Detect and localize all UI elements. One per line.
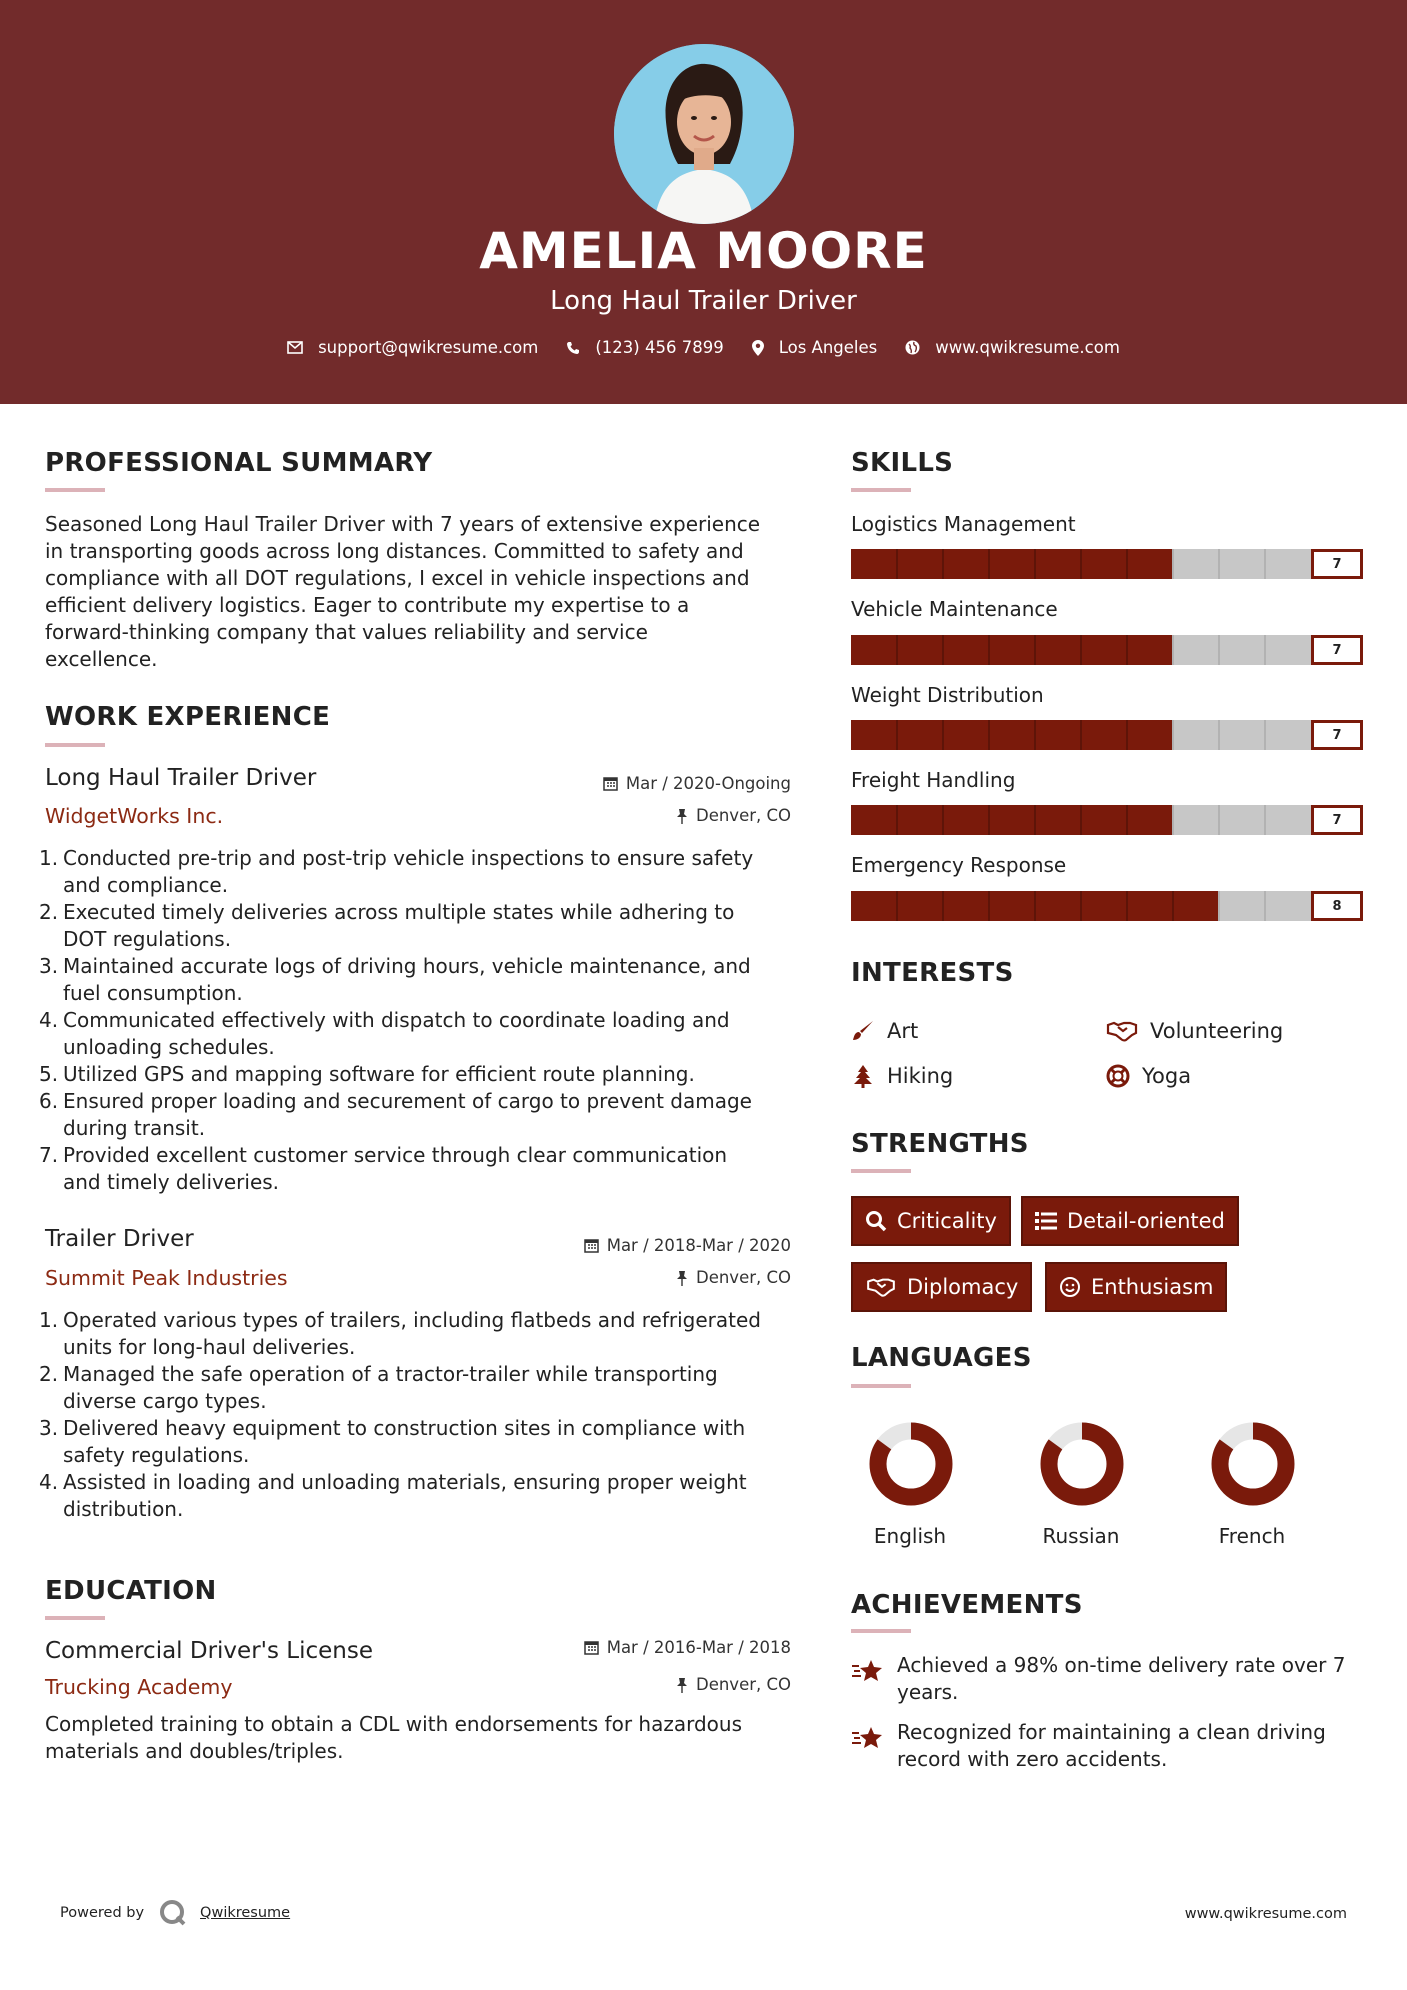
duty-item: 1. Conducted pre-trip and post-trip vehicle inspections to ensure safety and compliance. xyxy=(39,846,754,897)
contact-website[interactable] xyxy=(905,338,1120,357)
skill-bar-divider xyxy=(1218,720,1220,750)
search-icon xyxy=(865,1210,887,1232)
pushpin-icon xyxy=(676,1677,688,1693)
skill-bar-divider xyxy=(1172,891,1174,921)
duty-line: Communicated effectively with dispatch to coordinate loading and xyxy=(63,1008,730,1032)
summary-text xyxy=(45,511,795,673)
achievement-line: Achieved a 98% on-time delivery rate over 7 xyxy=(897,1653,1346,1677)
duty-item: 2. Managed the safe operation of a tractor-trailer while transporting diverse cargo types. xyxy=(39,1362,718,1413)
duty-line: Executed timely deliveries across multiple states while adhering to xyxy=(63,900,735,924)
job-location-text: Denver, CO xyxy=(695,1268,791,1287)
duty-line: Utilized GPS and mapping software for efficient route planning. xyxy=(63,1062,695,1086)
phone-icon xyxy=(566,341,580,355)
skill-bar xyxy=(851,549,1363,579)
skill-label: Emergency Response xyxy=(851,853,1067,877)
duty-line: and timely deliveries. xyxy=(63,1170,280,1194)
skill-bar-divider xyxy=(1034,720,1036,750)
skill-bar-divider xyxy=(988,549,990,579)
strengths-underline xyxy=(851,1169,911,1173)
job-location-text: Denver, CO xyxy=(695,806,791,825)
achievement-text xyxy=(897,1652,1346,1706)
duty-line: safety regulations. xyxy=(63,1443,250,1467)
skill-label: Logistics Management xyxy=(851,512,1076,536)
skill-bar-divider xyxy=(1218,805,1220,835)
duty-line: Assisted in loading and unloading materials, ensuring proper weight xyxy=(63,1470,747,1494)
job-dates-text: Mar / 2018-Mar / 2020 xyxy=(606,1236,791,1255)
skill-bar-divider xyxy=(896,549,898,579)
duty-line: Ensured proper loading and securement of cargo to prevent damage xyxy=(63,1089,752,1113)
education-dates-text: Mar / 2016-Mar / 2018 xyxy=(606,1638,791,1657)
summary-underline xyxy=(45,488,105,492)
skill-bar-divider xyxy=(1034,891,1036,921)
star-badge-icon xyxy=(851,1725,885,1751)
skill-bar-divider xyxy=(1264,805,1266,835)
skill-score: 7 xyxy=(1311,720,1363,750)
interest-item xyxy=(851,1064,953,1088)
skill-bar-divider xyxy=(1218,891,1220,921)
skill-bar-divider xyxy=(942,805,944,835)
education-underline xyxy=(45,1616,105,1620)
resume-header xyxy=(0,0,1407,404)
achievement-line: record with zero accidents. xyxy=(897,1747,1168,1771)
skill-bar-divider xyxy=(988,891,990,921)
skill-bar-divider xyxy=(1080,549,1082,579)
skill-bar-divider xyxy=(1264,635,1266,665)
duty-line: DOT regulations. xyxy=(63,927,232,951)
duty-item: 3. Delivered heavy equipment to construction sites in compliance with safety regulations. xyxy=(39,1416,746,1467)
job-duties-list xyxy=(39,1307,805,1523)
footer-powered-by xyxy=(60,1898,290,1928)
skill-bar-divider xyxy=(1034,549,1036,579)
smile-icon xyxy=(1059,1276,1081,1298)
pushpin-icon xyxy=(676,1270,688,1286)
job-dates xyxy=(500,774,791,793)
skill-score: 8 xyxy=(1311,891,1363,921)
job-dates-text: Mar / 2020-Ongoing xyxy=(625,774,791,793)
duty-item: 4. Communicated effectively with dispatch to coordinate loading and unloading schedules. xyxy=(39,1008,730,1059)
language-label: English xyxy=(873,1524,947,1548)
duty-line: unloading schedules. xyxy=(63,1035,275,1059)
job-location xyxy=(500,1268,791,1287)
interest-label: Yoga xyxy=(1142,1064,1192,1088)
job-dates xyxy=(500,1236,791,1255)
tree-icon xyxy=(851,1064,875,1088)
summary-line: excellence. xyxy=(45,647,158,671)
education-dates xyxy=(500,1638,791,1657)
handshake-icon xyxy=(865,1276,897,1298)
education-line: Completed training to obtain a CDL with endorsements for hazardous xyxy=(45,1712,742,1736)
skill-label: Weight Distribution xyxy=(851,683,1044,707)
contact-bar xyxy=(0,338,1407,357)
job-title: Long Haul Trailer Driver xyxy=(45,765,317,791)
duty-line: during transit. xyxy=(63,1116,206,1140)
skill-bar-divider xyxy=(942,720,944,750)
duty-line: Operated various types of trailers, including flatbeds and refrigerated xyxy=(63,1308,761,1332)
globe-icon xyxy=(905,340,920,355)
experience-heading: WORK EXPERIENCE xyxy=(45,702,331,732)
duty-item: 3. Maintained accurate logs of driving hours, vehicle maintenance, and fuel consumption. xyxy=(39,954,751,1005)
strength-label: Enthusiasm xyxy=(1091,1275,1214,1299)
duty-item: 7. Provided excellent customer service through clear communication and timely deliveries. xyxy=(39,1143,728,1194)
interest-item xyxy=(1106,1064,1191,1088)
achievement-line: years. xyxy=(897,1680,959,1704)
achievement-item xyxy=(851,1719,1371,1773)
duty-item: 2. Executed timely deliveries across multiple states while adhering to DOT regulations. xyxy=(39,900,735,951)
skill-bar xyxy=(851,720,1363,750)
strength-chip xyxy=(851,1196,1011,1246)
skill-score: 7 xyxy=(1311,635,1363,665)
skill-bar xyxy=(851,635,1363,665)
location-text: Los Angeles xyxy=(778,338,878,357)
skill-bar-divider xyxy=(1080,805,1082,835)
job-company: WidgetWorks Inc. xyxy=(45,804,224,828)
powered-by-text: Powered by xyxy=(60,1905,145,1921)
interest-item xyxy=(1106,1019,1283,1043)
strength-label: Criticality xyxy=(897,1209,997,1233)
list-icon xyxy=(1035,1211,1057,1231)
summary-line: forward-thinking company that values reliability and service xyxy=(45,620,648,644)
skill-bar-divider xyxy=(1080,891,1082,921)
language-label: Russian xyxy=(1042,1524,1120,1548)
interest-label: Volunteering xyxy=(1150,1019,1284,1043)
calendar-icon xyxy=(584,1640,599,1655)
skill-bar-divider xyxy=(1172,635,1174,665)
contact-phone[interactable] xyxy=(566,338,723,357)
duty-item: 4. Assisted in loading and unloading materials, ensuring proper weight distribution. xyxy=(39,1470,747,1521)
summary-heading: PROFESSIONAL SUMMARY xyxy=(45,448,433,478)
contact-location xyxy=(752,338,878,357)
achievements-heading: ACHIEVEMENTS xyxy=(851,1590,1083,1620)
strengths-heading: STRENGTHS xyxy=(851,1129,1029,1159)
calendar-icon xyxy=(603,776,618,791)
skill-bar-divider xyxy=(942,549,944,579)
strength-chip xyxy=(1045,1262,1227,1312)
strength-label: Diplomacy xyxy=(907,1275,1019,1299)
duty-line: fuel consumption. xyxy=(63,981,243,1005)
duty-line: diverse cargo types. xyxy=(63,1389,267,1413)
skill-bar-divider xyxy=(896,805,898,835)
education-degree: Commercial Driver's License xyxy=(45,1638,373,1664)
duty-line: Provided excellent customer service through clear communication xyxy=(63,1143,728,1167)
paintbrush-icon xyxy=(851,1019,875,1043)
skill-bar-divider xyxy=(988,720,990,750)
calendar-icon xyxy=(584,1238,599,1253)
education-description xyxy=(45,1711,805,1765)
skill-bar-divider xyxy=(988,805,990,835)
duty-line: and compliance. xyxy=(63,873,229,897)
job-duties-list xyxy=(39,845,805,1196)
qwikresume-logo-icon xyxy=(158,1898,188,1928)
profile-photo xyxy=(614,44,794,224)
skill-bar-divider xyxy=(1126,720,1128,750)
candidate-role: Long Haul Trailer Driver xyxy=(550,286,857,316)
skills-underline xyxy=(851,488,911,492)
skill-bar-divider xyxy=(1034,635,1036,665)
skill-bar-divider xyxy=(942,891,944,921)
education-line: materials and doubles/triples. xyxy=(45,1739,344,1763)
language-donuts xyxy=(851,1418,1331,1518)
experience-underline xyxy=(45,743,105,747)
skill-bar-divider xyxy=(1264,720,1266,750)
map-marker-icon xyxy=(752,340,764,356)
duty-line: units for long-haul deliveries. xyxy=(63,1335,356,1359)
skill-bar-divider xyxy=(896,720,898,750)
skill-bar xyxy=(851,805,1363,835)
skill-bar-divider xyxy=(1172,549,1174,579)
skill-bar-divider xyxy=(942,635,944,665)
duty-item: 1. Operated various types of trailers, including flatbeds and refrigerated units for long-haul deliveries. xyxy=(39,1308,761,1359)
email-text: support@qwikresume.com xyxy=(318,338,539,357)
skill-bar-divider xyxy=(1080,635,1082,665)
education-location xyxy=(500,1675,791,1694)
strength-label: Detail-oriented xyxy=(1067,1209,1225,1233)
education-school: Trucking Academy xyxy=(45,1675,233,1699)
footer-site[interactable]: www.qwikresume.com xyxy=(1184,1906,1347,1922)
languages-heading: LANGUAGES xyxy=(851,1343,1032,1373)
duty-line: Delivered heavy equipment to construction sites in compliance with xyxy=(63,1416,746,1440)
envelope-icon xyxy=(287,341,303,354)
strength-chip xyxy=(1021,1196,1239,1246)
candidate-name: AMELIA MOORE xyxy=(479,222,928,280)
phone-text: (123) 456 7899 xyxy=(595,338,724,357)
interest-item xyxy=(851,1019,918,1043)
website-text: www.qwikresume.com xyxy=(935,338,1120,357)
summary-line: Seasoned Long Haul Trailer Driver with 7 years of extensive experience xyxy=(45,512,761,536)
skill-bar-divider xyxy=(1264,891,1266,921)
achievement-item xyxy=(851,1652,1371,1706)
duty-line: Managed the safe operation of a tractor-trailer while transporting xyxy=(63,1362,718,1386)
skill-bar-divider xyxy=(1264,549,1266,579)
skill-bar-divider xyxy=(988,635,990,665)
interest-label: Art xyxy=(887,1019,919,1043)
education-heading: EDUCATION xyxy=(45,1576,217,1606)
skill-score: 7 xyxy=(1311,549,1363,579)
language-label: French xyxy=(1218,1524,1286,1548)
job-title: Trailer Driver xyxy=(45,1226,194,1252)
skill-bar-divider xyxy=(1126,891,1128,921)
skill-bar-divider xyxy=(1218,549,1220,579)
duty-item: 5. Utilized GPS and mapping software for efficient route planning. xyxy=(39,1062,695,1086)
brand-link[interactable]: Qwikresume xyxy=(200,1905,291,1921)
achievement-line: Recognized for maintaining a clean driving xyxy=(897,1720,1326,1744)
achievement-text xyxy=(897,1719,1326,1773)
pushpin-icon xyxy=(676,808,688,824)
achievements-underline xyxy=(851,1629,911,1633)
skill-bar-divider xyxy=(896,891,898,921)
skill-bar-divider xyxy=(1218,635,1220,665)
skill-bar-divider xyxy=(1126,635,1128,665)
education-location-text: Denver, CO xyxy=(695,1675,791,1694)
skills-heading: SKILLS xyxy=(851,448,954,478)
summary-line: efficient delivery logistics. Eager to contribute my expertise to a xyxy=(45,593,690,617)
duty-line: distribution. xyxy=(63,1497,184,1521)
lifering-icon xyxy=(1106,1064,1130,1088)
handshake-icon xyxy=(1106,1019,1138,1043)
skill-score: 7 xyxy=(1311,805,1363,835)
skill-bar xyxy=(851,891,1363,921)
interest-label: Hiking xyxy=(887,1064,954,1088)
skill-bar-divider xyxy=(1172,720,1174,750)
star-badge-icon xyxy=(851,1658,885,1684)
job-company: Summit Peak Industries xyxy=(45,1266,288,1290)
job-location xyxy=(500,806,791,825)
skill-label: Vehicle Maintenance xyxy=(851,597,1058,621)
interests-heading: INTERESTS xyxy=(851,958,1014,988)
duty-line: Maintained accurate logs of driving hours, vehicle maintenance, and xyxy=(63,954,751,978)
skill-bar-divider xyxy=(1126,805,1128,835)
skill-bar-divider xyxy=(896,635,898,665)
summary-line: compliance with all DOT regulations, I excel in vehicle inspections and xyxy=(45,566,750,590)
duty-line: Conducted pre-trip and post-trip vehicle inspections to ensure safety xyxy=(63,846,754,870)
skill-bar-divider xyxy=(1126,549,1128,579)
strength-chip xyxy=(851,1262,1032,1312)
contact-email[interactable] xyxy=(287,338,538,357)
languages-underline xyxy=(851,1384,911,1388)
duty-item: 6. Ensured proper loading and securement of cargo to prevent damage during transit. xyxy=(39,1089,752,1140)
skill-label: Freight Handling xyxy=(851,768,1016,792)
summary-line: in transporting goods across long distances. Committed to safety and xyxy=(45,539,744,563)
skill-bar-divider xyxy=(1172,805,1174,835)
skill-bar-divider xyxy=(1080,720,1082,750)
skill-bar-divider xyxy=(1034,805,1036,835)
